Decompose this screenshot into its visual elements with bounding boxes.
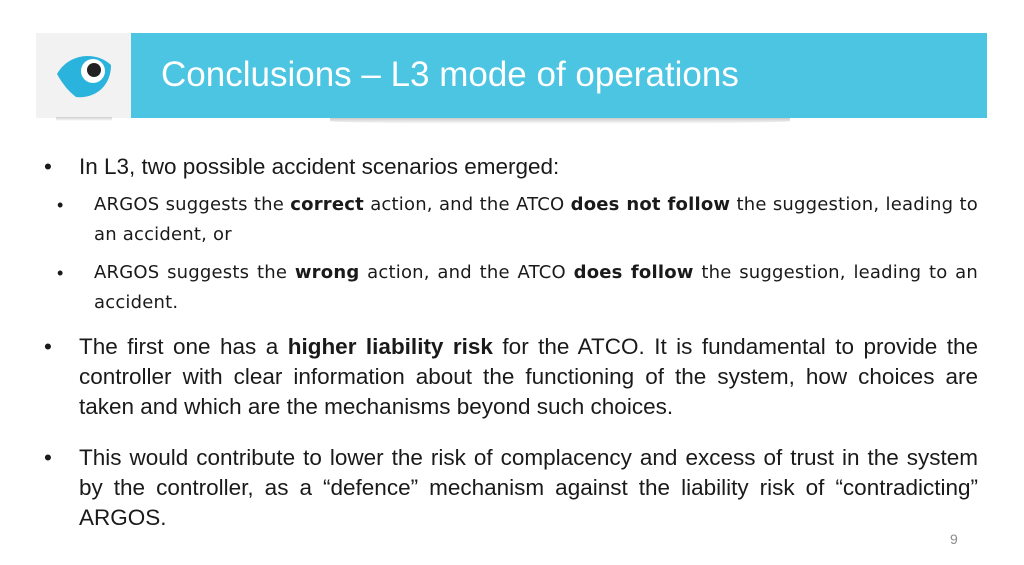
sub-text: the suggestion, leading to an accident. [94, 262, 978, 313]
bullet-text: In L3, two possible accident scenarios emerged: [79, 154, 560, 179]
logo-box [36, 33, 131, 118]
slide-content [44, 152, 978, 533]
sub-text: action, and the ATCO [363, 194, 571, 215]
emphasis-does-not-follow: does not follow [570, 194, 731, 215]
emphasis-does-follow: does follow [573, 262, 694, 283]
sub-text: ARGOS suggests the [94, 262, 295, 283]
logo-shadow [56, 117, 112, 121]
sub-bullet-item-2 [44, 258, 978, 318]
bullet-text: This would contribute to lower the risk of complacency and excess of trust in the system by the controller, as a “defence” mechanism against the liability risk of “contradicting” ARGOS. [79, 445, 978, 530]
page-number: 9 [950, 531, 958, 547]
sub-text: action, and the ATCO [359, 262, 574, 283]
title-shadow [330, 118, 790, 124]
bullet-marker: • [44, 154, 52, 179]
sub-text: the suggestion, leading to an accident, or [94, 194, 978, 245]
emphasis-correct: correct [290, 194, 364, 215]
page-title: Conclusions – L3 mode of operations [161, 55, 739, 94]
bullet-item-3 [44, 443, 978, 533]
emphasis-higher-liability-risk: higher liability risk [287, 334, 493, 359]
bullet-text: The first one has a [79, 334, 288, 359]
title-bar [131, 33, 987, 118]
bullet-item-2 [44, 332, 978, 422]
sub-bullet-marker: • [57, 263, 64, 283]
bullet-text: for the ATCO. It is fundamental to provide the controller with clear information about the functioning of the system, how choices are taken and which are the mechanisms beyond such choices. [79, 334, 978, 419]
bullet-marker: • [44, 445, 52, 470]
sub-bullet-item-1 [44, 190, 978, 250]
sub-text: ARGOS suggests the [94, 194, 291, 215]
emphasis-wrong: wrong [294, 262, 360, 283]
sub-bullet-marker: • [57, 195, 64, 215]
eye-icon [54, 47, 114, 103]
bullet-item-1 [44, 152, 978, 182]
bullet-marker: • [44, 334, 52, 359]
